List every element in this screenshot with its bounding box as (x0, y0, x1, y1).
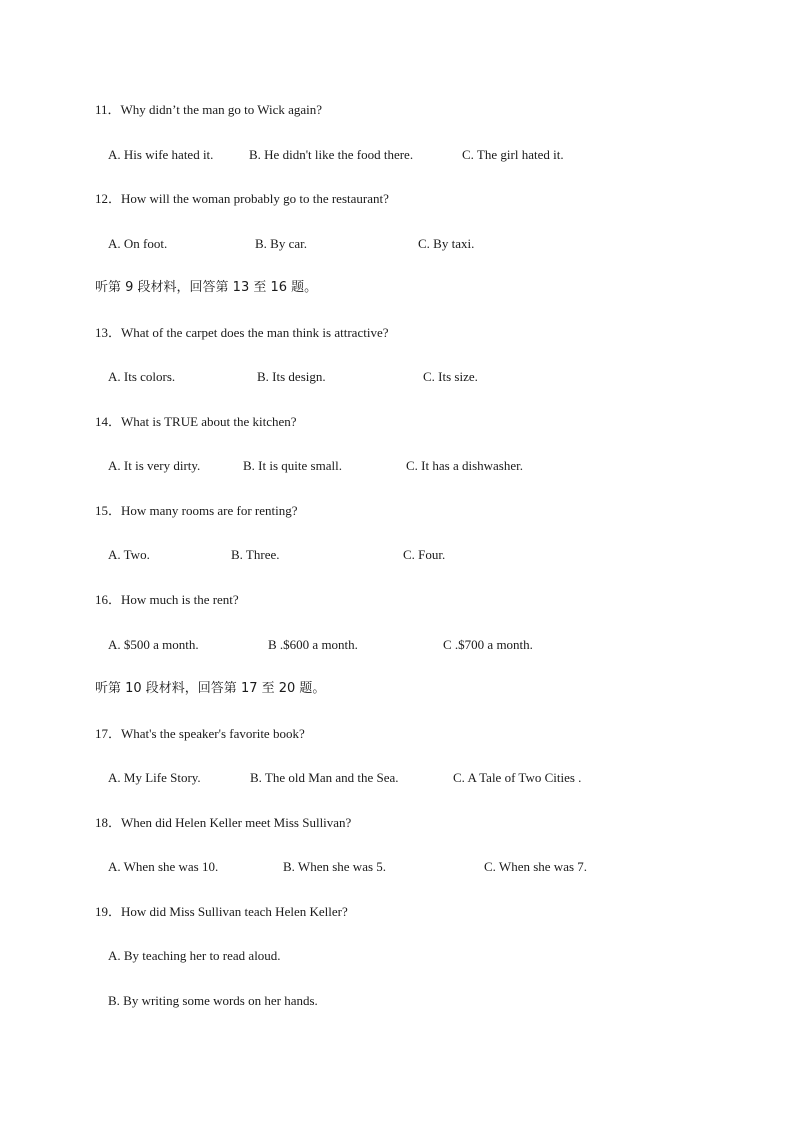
question-19-option-a: A. By teaching her to read aloud. (108, 948, 281, 963)
question-11-option-a: A. His wife hated it. (108, 147, 214, 162)
question-14-option-c: C. It has a dishwasher. (406, 458, 523, 473)
question-16-option-c: C .$700 a month. (443, 637, 533, 652)
question-14-option-a: A. It is very dirty. (108, 458, 201, 473)
section-9-heading: 听第 9 段材料，回答第 13 至 16 题。 (95, 280, 318, 295)
question-13-option-b: B. Its design. (257, 369, 326, 384)
question-17-stem: 17．What's the speaker's favorite book? (95, 726, 305, 741)
question-11-option-b: B. He didn't like the food there. (249, 147, 414, 162)
question-11-stem: 11．Why didn’t the man go to Wick again? (95, 102, 323, 117)
question-17-option-c: C. A Tale of Two Cities . (453, 770, 582, 785)
question-16-option-b: B .$600 a month. (268, 637, 358, 652)
question-18-option-b: B. When she was 5. (283, 859, 387, 874)
question-16-stem: 16．How much is the rent? (95, 592, 239, 607)
question-15-option-c: C. Four. (403, 547, 446, 562)
question-12-option-b: B. By car. (255, 236, 307, 251)
question-18-stem: 18．When did Helen Keller meet Miss Sullivan? (95, 815, 352, 830)
question-18-option-c: C. When she was 7. (484, 859, 588, 874)
question-13-stem: 13．What of the carpet does the man think is attractive? (95, 325, 389, 340)
question-17-option-a: A. My Life Story. (108, 770, 201, 785)
question-19-option-b: B. By writing some words on her hands. (108, 993, 318, 1008)
question-12-option-a: A. On foot. (108, 236, 168, 251)
question-14-option-b: B. It is quite small. (243, 458, 342, 473)
question-19-stem: 19．How did Miss Sullivan teach Helen Keller? (95, 904, 348, 919)
question-15-stem: 15．How many rooms are for renting? (95, 503, 298, 518)
question-13-option-c: C. Its size. (423, 369, 478, 384)
question-13-option-a: A. Its colors. (108, 369, 176, 384)
question-12-option-c: C. By taxi. (418, 236, 475, 251)
question-15-option-b: B. Three. (231, 547, 280, 562)
question-16-option-a: A. $500 a month. (108, 637, 199, 652)
section-10-heading: 听第 10 段材料，回答第 17 至 20 题。 (95, 681, 326, 696)
question-17-option-b: B. The old Man and the Sea. (250, 770, 399, 785)
question-15-option-a: A. Two. (108, 547, 150, 562)
question-11-option-c: C. The girl hated it. (462, 147, 564, 162)
question-14-stem: 14．What is TRUE about the kitchen? (95, 414, 297, 429)
question-18-option-a: A. When she was 10. (108, 859, 219, 874)
question-12-stem: 12．How will the woman probably go to the restaurant? (95, 191, 389, 206)
